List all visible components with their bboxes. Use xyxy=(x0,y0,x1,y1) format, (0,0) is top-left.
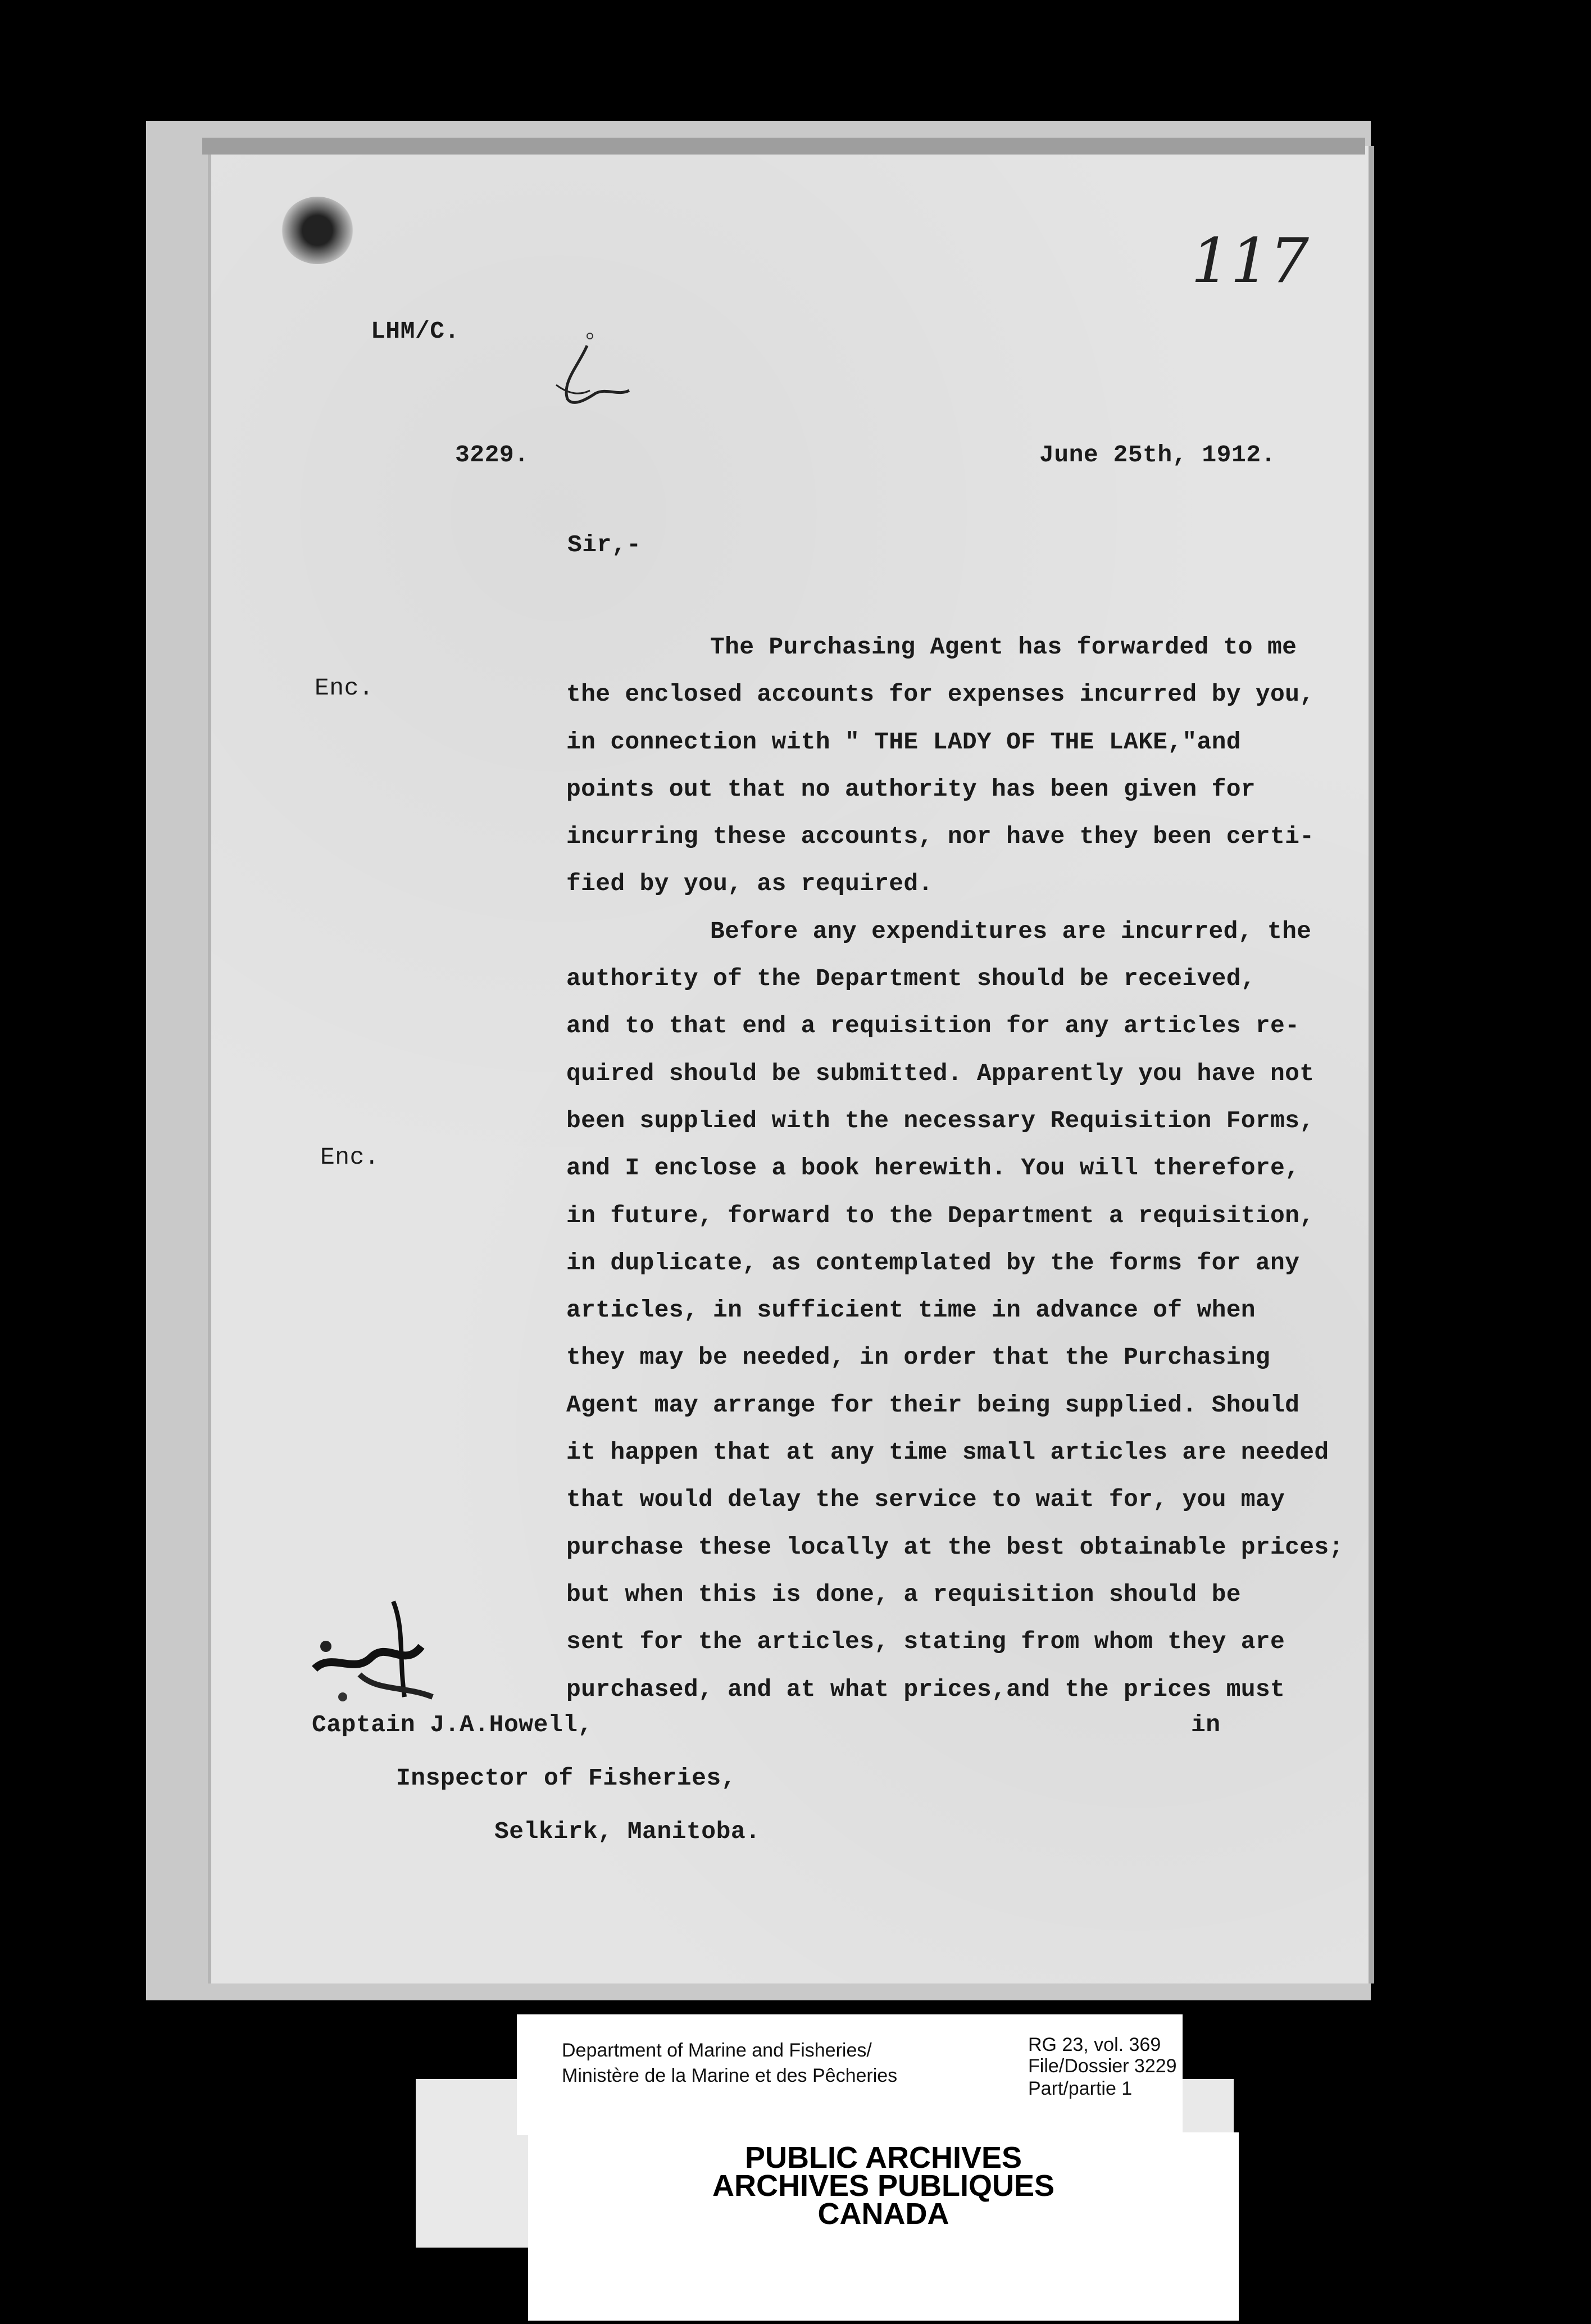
salutation: Sir,- xyxy=(567,531,642,559)
letter-body xyxy=(566,624,1364,1713)
archives-line-3: CANADA xyxy=(817,2197,949,2231)
page-top-edge xyxy=(202,138,1365,155)
body-line: quired should be submitted. Apparently you have not xyxy=(566,1059,1315,1087)
body-line: purchased, and at what prices,and the prices must xyxy=(566,1675,1285,1703)
body-line: and I enclose a book herewith. You will therefore, xyxy=(566,1154,1300,1182)
body-line: that would delay the service to wait for, you may xyxy=(566,1486,1285,1514)
body-line: points out that no authority has been given for xyxy=(566,775,1256,803)
archives-line-2: ARCHIVES PUBLIQUES xyxy=(712,2169,1055,2203)
body-line: they may be needed, in order that the Purchasing xyxy=(566,1343,1271,1372)
body-line: sent for the articles, stating from whom they are xyxy=(566,1628,1285,1656)
body-line: in connection with " THE LADY OF THE LAKE,"and xyxy=(566,728,1241,756)
body-line: purchase these locally at the best obtainable prices; xyxy=(566,1533,1344,1561)
body-line: in future, forward to the Department a requisition, xyxy=(566,1201,1315,1229)
archives-line-1: PUBLIC ARCHIVES xyxy=(744,2141,1022,2175)
body-line: Agent may arrange for their being supplied. Should xyxy=(566,1391,1300,1419)
archives-stamp xyxy=(528,2141,1239,2231)
page-continuation-word: in xyxy=(1191,1711,1221,1739)
addressee-location: Selkirk, Manitoba. xyxy=(494,1818,761,1845)
file-number: 3229. xyxy=(455,441,529,469)
addressee-title: Inspector of Fisheries, xyxy=(396,1764,736,1792)
letter-date: June 25th, 1912. xyxy=(1039,441,1276,469)
margin-note-enclosure: Enc. xyxy=(320,1143,380,1171)
label-department-en: Department of Marine and Fisheries/ xyxy=(562,2040,872,2061)
body-line: been supplied with the necessary Requisition Forms, xyxy=(566,1106,1315,1134)
handwritten-page-number: 117 xyxy=(1191,225,1309,297)
body-line: the enclosed accounts for expenses incurred by you, xyxy=(566,680,1315,709)
body-line: and to that end a requisition for any articles re- xyxy=(566,1012,1300,1040)
body-line: but when this is done, a requisition should be xyxy=(566,1580,1241,1608)
reference-code: LHM/C. xyxy=(371,317,460,345)
punch-hole xyxy=(281,197,354,264)
body-line: incurring these accounts, nor have they been certi- xyxy=(566,823,1315,851)
body-line: it happen that at any time small articles are needed xyxy=(566,1438,1329,1467)
ink-stamp-mark xyxy=(292,1585,461,1731)
body-line: articles, in sufficient time in advance of when xyxy=(566,1296,1256,1324)
label-department-fr: Ministère de la Marine et des Pêcheries xyxy=(562,2065,898,2086)
label-record-group: RG 23, vol. 369 xyxy=(1028,2034,1161,2055)
label-file-number: File/Dossier 3229 xyxy=(1028,2055,1177,2077)
label-part: Part/partie 1 xyxy=(1028,2078,1133,2099)
addressee-name: Captain J.A.Howell, xyxy=(312,1711,593,1739)
body-line: in duplicate, as contemplated by the forms for any xyxy=(566,1249,1300,1277)
handwritten-initials xyxy=(534,332,646,421)
margin-note-enclosure: Enc. xyxy=(315,674,374,702)
body-line: Before any expenditures are incurred, the xyxy=(710,917,1312,945)
body-line: fied by you, as required. xyxy=(566,870,933,898)
body-line: The Purchasing Agent has forwarded to me xyxy=(710,633,1297,661)
body-line: authority of the Department should be received, xyxy=(566,965,1256,993)
